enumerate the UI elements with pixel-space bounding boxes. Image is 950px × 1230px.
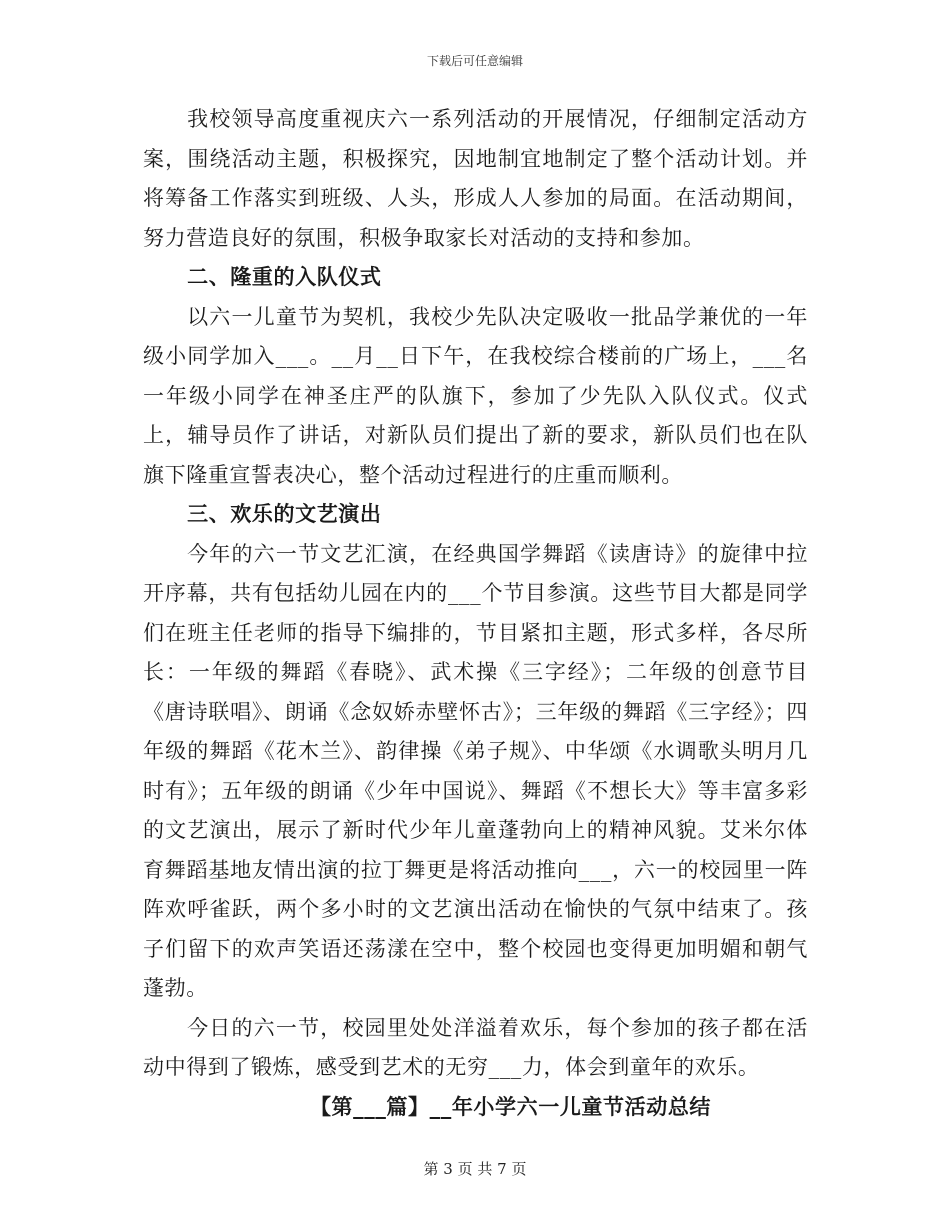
section-title: 【第___篇】__年小学六一儿童节活动总结	[309, 1094, 712, 1119]
paragraph-performance: 今年的六一节文艺汇演，在经典国学舞蹈《读唐诗》的旋律中拉开序幕，共有包括幼儿园在内的___个节目参演。这些节目大都是同学们在班主任老师的指导下编排的，节目紧扣主题，形式多样，各尽所长：一年级的舞蹈《春晓》、武术操《三字经》；二年级的创意节目《唐诗联唱》、朗诵《念奴娇赤壁怀古》；三年级的舞蹈《三字经》；四年级的舞蹈《花木兰》、韵律操《弟子规》、中华颂《水调歌头明月几时有》；五年级的朗诵《少年中国说》、舞蹈《不想长大》等丰富多彩的文艺演出，展示了新时代少年儿童蓬勃向上的精神风貌。艾米尔体育舞蹈基地友情出演的拉丁舞更是将活动推向___，六一的校园里一阵阵欢呼雀跃，两个多小时的文艺演出活动在愉快的气氛中结束了。孩子们留下的欢声笑语还荡漾在空中，整个校园也变得更加明媚和朝气蓬勃。	[143, 541, 808, 1000]
paragraph-conclusion: 今日的六一节，校园里处处洋溢着欢乐，每个参加的孩子都在活动中得到了锻炼，感受到艺术的无穷___力，体会到童年的欢乐。	[143, 1015, 808, 1079]
heading-induction-ceremony: 二、隆重的入队仪式	[187, 265, 382, 289]
heading-performance: 三、欢乐的文艺演出	[187, 502, 382, 526]
paragraph-intro: 我校领导高度重视庆六一系列活动的开展情况，仔细制定活动方案，围绕活动主题，积极探究，因地制宜地制定了整个活动计划。并将筹备工作落实到班级、人头，形成人人参加的局面。在活动期间，努力营造良好的氛围，积极争取家长对活动的支持和参加。	[143, 107, 808, 250]
document-body	[143, 100, 808, 1127]
page-number: 第 3 页 共 7 页	[423, 1160, 527, 1178]
download-note: 下载后可任意编辑	[426, 54, 523, 68]
paragraph-induction: 以六一儿童节为契机，我校少先队决定吸收一批品学兼优的一年级小同学加入___。__月__日下午，在我校综合楼前的广场上，___名一年级小同学在神圣庄严的队旗下，参加了少先队入队仪式。仪式上，辅导员作了讲话，对新队员们提出了新的要求，新队员们也在队旗下隆重宣誓表决心，整个活动过程进行的庄重而顺利。	[143, 304, 808, 487]
